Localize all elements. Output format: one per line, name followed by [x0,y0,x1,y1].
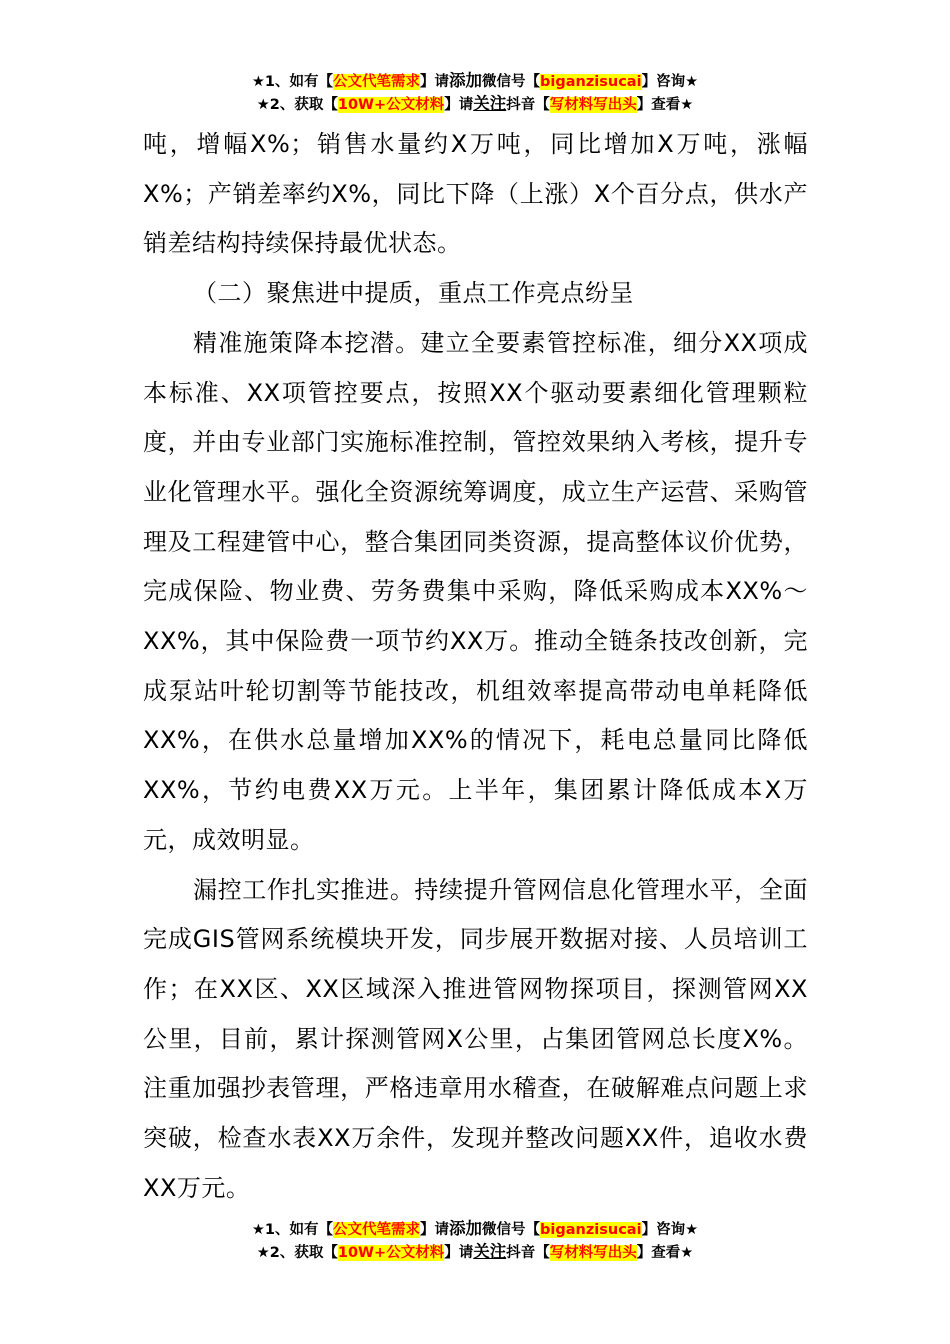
header-emphasis-follow: 关注 [473,94,507,113]
paragraph-3: 漏控工作扎实推进。持续提升管网信息化管理水平，全面完成GIS管网系统模块开发，同步展开数据对接、人员培训工作；在XX区、XX区域深入推进管网物探项目，探测管网XX公里，目前，累计探测管网X公里，占集团管网总长度X%。注重加强抄表管理，严格违章用水稽查，在破解难点问题上求突破，检查水表XX万余件，发现并整改问题XX件，追收水费XX万元。 [143,875,808,1202]
header-line-2 [0,93,950,116]
header-line-1 [0,70,950,93]
footer-highlight-wechat: biganzisucai [540,1222,642,1238]
header-highlight-wechat: biganzisucai [540,74,642,90]
footer-line-1-suffix: 】咨询★ [641,1222,699,1238]
header-highlight-douyin: 写材料写出头 [549,97,637,113]
footer-line-2-mid: 】请 [444,1245,474,1261]
footer-highlight-douyin: 写材料写出头 [549,1245,637,1261]
footer-line-2 [0,1241,950,1264]
header-line-2-suffix: 】查看★ [636,97,694,113]
header-line-2-mid: 】请 [444,97,474,113]
header-highlight-service: 公文代笔需求 [333,74,421,90]
footer-line-2-mid2: 抖音【 [506,1245,550,1261]
footer-line-1-prefix: ★1、如有【 [251,1222,334,1238]
footer-emphasis-follow: 关注 [473,1242,507,1261]
paragraph-1: 吨，增幅X%；销售水量约X万吨，同比增加X万吨，涨幅X%；产销差率约X%，同比下降（上涨）X个百分点，供水产销差结构持续保持最优状态。 [143,130,808,258]
header-line-1-mid: 】请 [420,74,450,90]
footer-emphasis-add: 添加 [449,1219,483,1238]
footer-line-1-mid2: 微信号【 [482,1222,541,1238]
footer-line-1-mid: 】请 [420,1222,450,1238]
header-line-1-prefix: ★1、如有【 [251,74,334,90]
footer-banner [0,1218,950,1264]
paragraph-2: 精准施策降本挖潜。建立全要素管控标准，细分XX项成本标准、XX项管控要点，按照XX个驱动要素细化管理颗粒度，并由专业部门实施标准控制，管控效果纳入考核，提升专业化管理水平。强化全资源统筹调度，成立生产运营、采购管理及工程建管中心，整合集团同类资源，提高整体议价优势，完成保险、物业费、劳务费集中采购，降低采购成本XX%～XX%，其中保险费一项节约XX万。推动全链条技改创新，完成泵站叶轮切割等节能技改，机组效率提高带动电单耗降低XX%，在供水总量增加XX%的情况下，耗电总量同比降低XX%，节约电费XX万元。上半年，集团累计降低成本X万元，成效明显。 [143,328,808,854]
header-line-2-prefix: ★2、获取【 [256,97,338,113]
footer-line-2-prefix: ★2、获取【 [256,1245,338,1261]
footer-highlight-service: 公文代笔需求 [333,1222,421,1238]
footer-line-1 [0,1218,950,1241]
header-highlight-materials: 10W+公文材料 [337,97,445,113]
footer-line-2-suffix: 】查看★ [636,1245,694,1261]
header-emphasis-add: 添加 [449,71,483,90]
header-banner [0,70,950,116]
header-line-1-mid2: 微信号【 [482,74,541,90]
header-line-2-mid2: 抖音【 [506,97,550,113]
section-heading: （二）聚焦进中提质，重点工作亮点纷呈 [193,279,634,308]
footer-highlight-materials: 10W+公文材料 [337,1245,445,1261]
header-line-1-suffix: 】咨询★ [641,74,699,90]
document-body [143,120,808,1213]
